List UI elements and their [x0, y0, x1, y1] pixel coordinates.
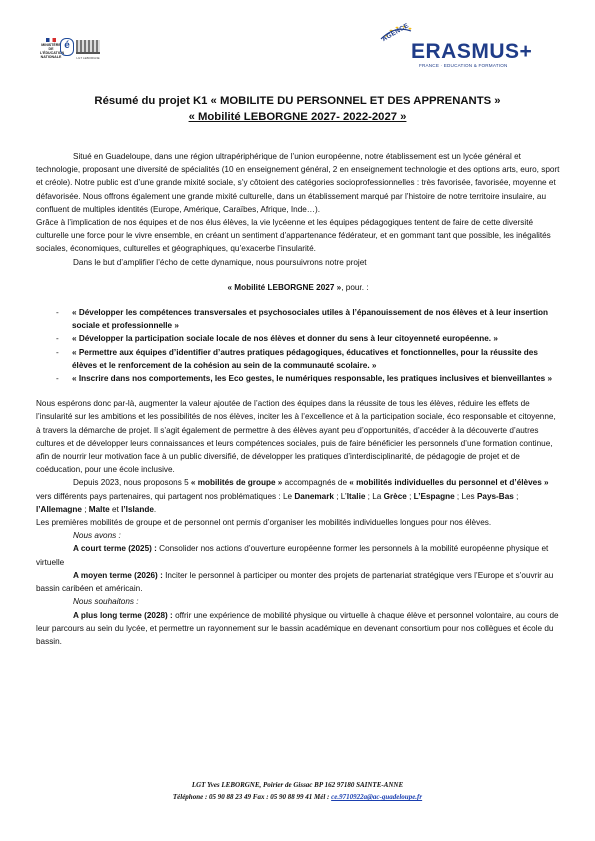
- long-terme: A plus long terme (2028) : offrir une expérience de mobilité physique ou virtuelle à chaque élève et personnel volontaire, au cours de leur parcours au sein du lycée, et permettre un rayonnement sur le bassin académique en devenant consortium pour nos collègues et école du bassin.: [36, 610, 559, 646]
- project-line: « Mobilité LEBORGNE 2027 », pour. :: [227, 282, 369, 292]
- nous-souhaitons-label: Nous souhaitons :: [73, 597, 139, 607]
- paragraph-implication: Grâce à l’implication de nos équipes et de nos élus élèves, la vie lycéenne et les équipes pédagogiques tentent de faire de cette diversité culturelle une force pour le vivre ensemble, en créant un sentiment d’appartenance fédérateur, et en gommant tant que possible, les inégalités sociales, économiques, culturelles et géographiques, qu’exacerbe l’insularité.: [36, 218, 551, 254]
- objectives-list: [36, 306, 560, 385]
- paragraph-premieres: Les premières mobilités de groupe et de personnel ont permis d’organiser les mobilités individuelles longues pour nos élèves.: [36, 518, 492, 528]
- academie-emblem-icon: é: [60, 38, 74, 56]
- school-logos: [40, 36, 100, 68]
- paragraph-esperons: Nous espérons donc par-là, augmenter la valeur ajoutée de l’action des équipes dans la réussite de tous les élèves, réduire les effets de l’insularité sur les ambitions et les possibilités de nos élèves, inciter les à l’excellence et à la participation sociale, éco responsable et citoyenne, à travers la démarche de projet. Il s’agit également de permettre à des élèves ayant peu d’opportunités, d’accéder à la découverte d’autres cultures et de développer leurs connaissances et leurs compétences sociales, puis de faire bénéficier les personnels d’une formation continue, afin de nourrir leur motivation face à un public diversifié, de développer les pratiques d’interdisciplinarité, de pédagogie de projet et de coéducation, pour une école inclusive.: [36, 399, 556, 475]
- ministry-logo: MINISTÈRE DE L'ÉDUCATION NATIONALE: [40, 38, 62, 66]
- email-link[interactable]: ce.9710922a@ac-guadeloupe.fr: [331, 793, 423, 801]
- nous-avons-label: Nous avons :: [73, 531, 121, 541]
- footer-address: LGT Yves LEBORGNE, Poirier de Gissac BP 162 97180 SAINTE-ANNE: [191, 781, 404, 789]
- footer-contact: Téléphone : 05 90 88 23 49 Fax : 05 90 88 99 41 Mél : ce.9710922a@ac-guadeloupe.fr: [172, 793, 423, 801]
- flag-icon: [46, 38, 56, 42]
- paragraph-depuis: Depuis 2023, nous proposons 5 « mobilités de groupe » accompagnés de « mobilités individuelles du personnel et d’élèves » vers différents pays partenaires, qui partagent nos problématiques : Le Danemark ; L’Italie ; La Grèce ; L’Espagne ; Les Pays-Bas ; l’Allemagne ; Malte et l’Islande.: [36, 478, 549, 514]
- paragraph-but: Dans le but d’amplifier l’écho de cette dynamique, nous poursuivrons notre projet: [73, 257, 367, 267]
- erasmus-logo: AGENCE ERASMUS+ FRANCE · EDUCATION & FORMATION: [377, 23, 517, 73]
- paragraph-intro: Situé en Guadeloupe, dans une région ultrapériphérique de l’union européenne, notre établissement est un lycée général et technologie, proposant une diversité de spécialités (10 en enseignement général, 2 en enseignement technologie et des options arts, euro, sport et créole). Notre public est d’une grande mixité sociale, s’y côtoient des catégories socioprofessionnelles : très favorisée, favorisée, moyenne et défavorisée. Nous offrons également une grande mixité culturelle, dans un établissement marqué par l’histoire de notre territoire insulaire, au confluent de multiples identités (Europe, Amérique, Caraïbes, Afrique, Inde…).: [36, 152, 560, 214]
- list-item: - « Permettre aux équipes d’identifier d’autres pratiques pédagogiques, éducatives et fonctionnelles, pour la réussite des élèves et le renforcement de la cohésion au sein de la communauté scolaire. »: [36, 346, 560, 372]
- project-name: « Mobilité LEBORGNE 2027 »: [227, 282, 342, 292]
- document-body: [36, 150, 560, 648]
- list-item: - « Développer les compétences transversales et psychosociales utiles à l’épanouissement de nos élèves et à leur insertion sociale et professionnelle »: [36, 306, 560, 332]
- moyen-terme: A moyen terme (2026) : Inciter le personnel à participer ou monter des projets de partenariat stratégique vers l’Europe et s’ouvrir au bassin caribéen et américain.: [36, 570, 554, 594]
- building-icon: [76, 40, 100, 54]
- lycee-logo: LGT LEBORGNE: [74, 40, 102, 64]
- document-title: Résumé du projet K1 « MOBILITE DU PERSONNEL ET DES APPRENANTS »: [94, 95, 501, 107]
- court-terme: A court terme (2025) : Consolider nos actions d’ouverture européenne former les personnels à la mobilité européenne physique et virtuelle: [36, 544, 549, 567]
- document-subtitle: « Mobilité LEBORGNE 2027- 2022-2027 »: [188, 111, 407, 123]
- list-item: - « Développer la participation sociale locale de nos élèves et donner du sens à leur citoyenneté européenne. »: [36, 332, 560, 345]
- list-item: - « Inscrire dans nos comportements, les Eco gestes, le numériques responsable, les pratiques inclusives et bienveillantes »: [36, 372, 560, 385]
